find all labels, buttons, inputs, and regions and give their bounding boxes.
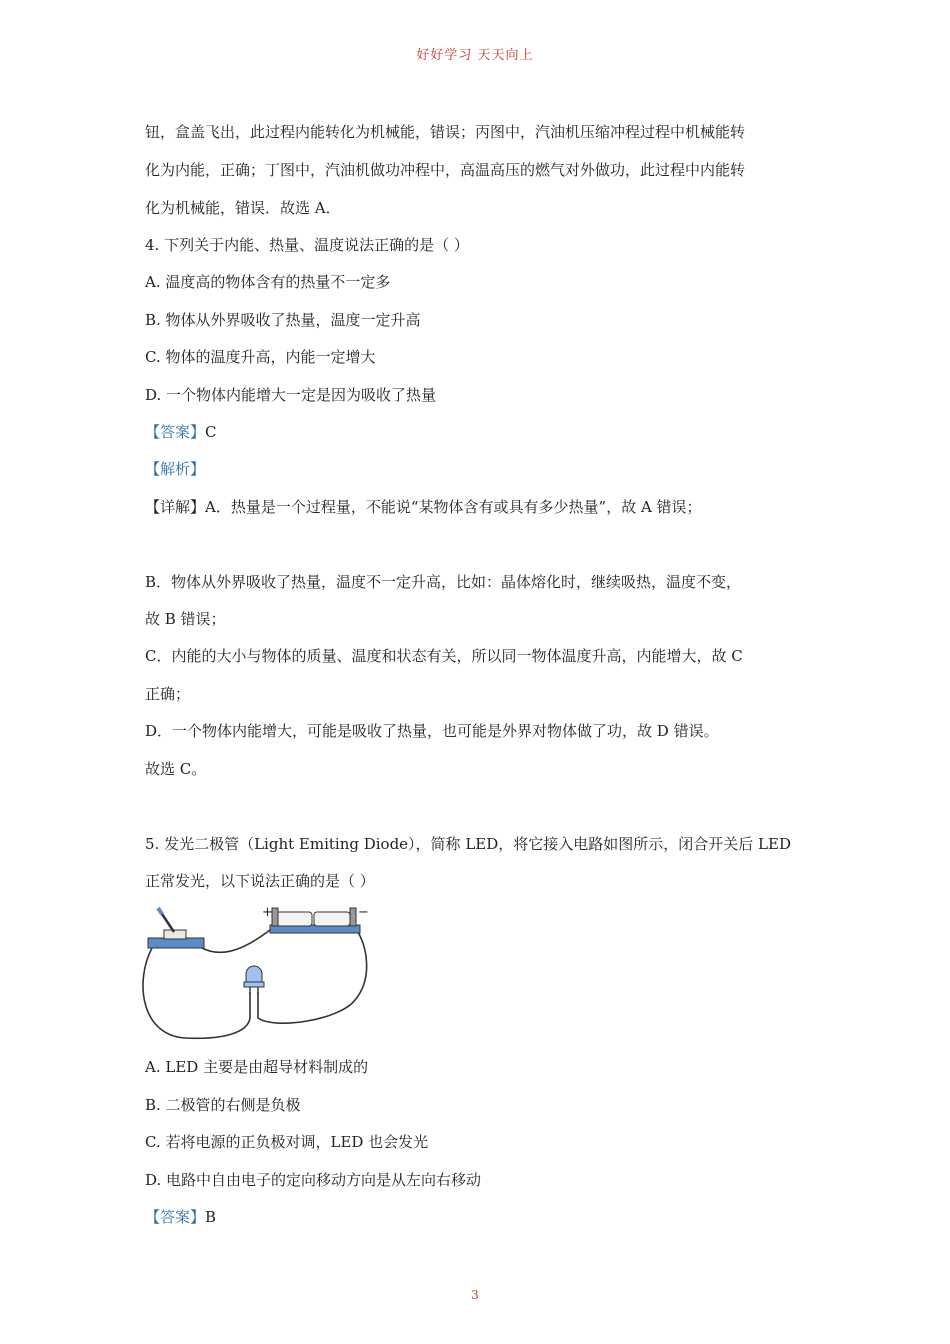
led [244,966,264,994]
detail-tag: 【详解】 [145,498,206,516]
q4-option-c: C. 物体的温度升高，内能一定增大 [145,348,376,366]
q4-detail-b2: 故 B 错误； [145,610,226,628]
wire-right [258,932,367,1023]
text-line: 钮，盒盖飞出，此过程内能转化为机械能，错误；丙图中，汽油机压缩冲程过程中机械能转 [145,123,746,141]
q5-option-c: C. 若将电源的正负极对调，LED 也会发光 [145,1133,429,1151]
answer-tag: 【答案】 [145,423,206,441]
q4-option-d: D. 一个物体内能增大一定是因为吸收了热量 [145,386,437,404]
question-4-stem: 4. 下列关于内能、热量、温度说法正确的是（ ） [145,236,469,254]
q4-detail-c1: C．内能的大小与物体的质量、温度和状态有关，所以同一物体温度升高，内能增大，故 C [145,647,743,665]
negative-sign: − [358,905,369,920]
q4-conclusion: 故选 C。 [145,760,207,778]
page-header: 好好学习 天天向上 [416,48,534,63]
battery-holder [270,908,360,933]
q5-option-b: B. 二极管的右侧是负极 [145,1096,301,1114]
question-5-stem-1: 5. 发光二极管（Light Emiting Diode），简称 LED，将它接入电路如图所示，闭合开关后 LED [145,835,791,853]
q4-detail-c2: 正确； [145,685,191,703]
answer-tag: 【答案】 [145,1208,206,1226]
switch [148,908,204,948]
q4-detail-d: D．一个物体内能增大，可能是吸收了热量，也可能是外界对物体做了功，故 D 错误。 [145,722,719,740]
q4-option-b: B. 物体从外界吸收了热量，温度一定升高 [145,311,421,329]
q5-option-d: D. 电路中自由电子的定向移动方向是从左向右移动 [145,1171,482,1189]
positive-sign: + [262,905,273,920]
q4-answer [145,422,217,442]
analysis-tag: 【解析】 [145,460,206,478]
q5-answer [145,1207,216,1227]
detail-a-text: A．热量是一个过程量，不能说“某物体含有或具有多少热量”，故 A 错误； [205,498,702,516]
q4-option-a: A. 温度高的物体含有的热量不一定多 [145,273,391,291]
page-number: 3 [471,1288,479,1302]
answer-value: C [205,423,217,441]
circuit-diagram [140,900,380,1050]
wire-left [143,948,250,1038]
text-line: 化为机械能，错误．故选 A． [145,199,341,217]
q5-option-a: A. LED 主要是由超导材料制成的 [145,1058,369,1076]
question-5-stem-2: 正常发光，以下说法正确的是（ ） [145,872,375,890]
text-line: 化为内能，正确；丁图中，汽油机做功冲程中，高温高压的燃气对外做功，此过程中内能转 [145,161,746,179]
answer-value: B [205,1208,217,1226]
q4-detail-a [145,497,702,517]
q4-detail-b1: B．物体从外界吸收了热量，温度不一定升高，比如：晶体熔化时，继续吸热，温度不变， [145,573,742,591]
wire-top [202,930,270,952]
q4-analysis [145,459,205,479]
